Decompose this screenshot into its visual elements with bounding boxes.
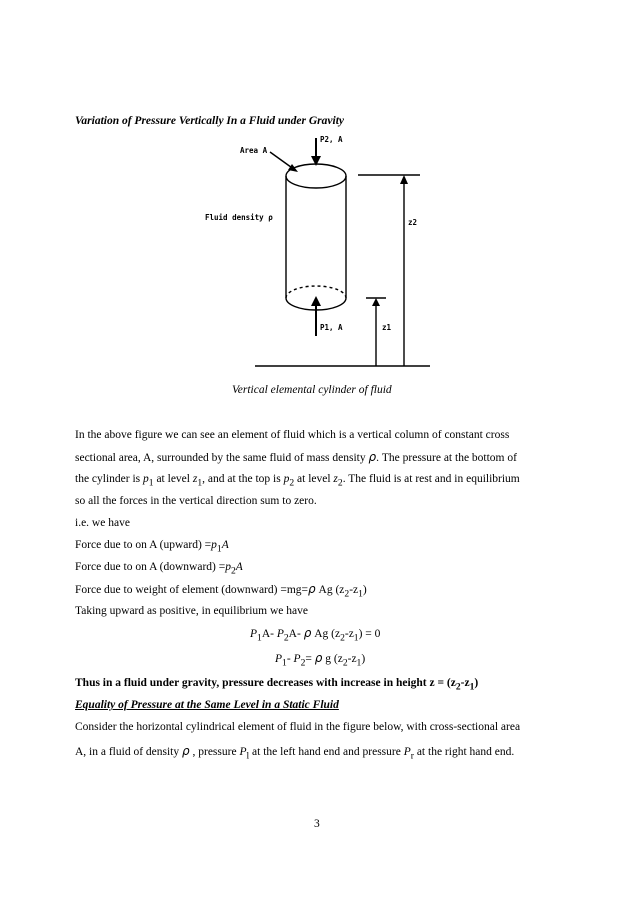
bottom-arrowhead bbox=[311, 296, 321, 306]
force-downward: Force due to on A (downward) $=p_2A$ bbox=[75, 561, 243, 577]
force-upward: Force due to on A (upward) $=p_1A$ bbox=[75, 539, 229, 555]
z2-arrowhead bbox=[400, 175, 408, 184]
para1-line1: In the above figure we can see an element of fluid which is a vertical column of constant cross bbox=[75, 429, 510, 441]
equation-1: $P_1A-$ $P_2A-$ ρ Ag $(z_2-z_1) = 0$ bbox=[250, 626, 381, 644]
fluid-density-label: Fluid density ρ bbox=[205, 213, 273, 222]
area-label: Area A bbox=[240, 146, 268, 155]
force-weight: Force due to weight of element (downward) =mg=ρ Ag $(z_2-z_1)$ bbox=[75, 582, 367, 600]
para1-line2: sectional area, A, surrounded by the same fluid of mass density ρ. The pressure at the bottom of bbox=[75, 450, 517, 464]
subheading-equality: Equality of Pressure at the Same Level in a Static Fluid bbox=[75, 699, 339, 711]
z1-arrowhead bbox=[372, 298, 380, 306]
para1-line4: so all the forces in the vertical direction sum to zero. bbox=[75, 495, 317, 507]
conclusion-line: Thus in a fluid under gravity, pressure decreases with increase in height $z = (z_2-z_1)$ bbox=[75, 677, 479, 693]
taking-upward-line: Taking upward as positive, in equilibrium we have bbox=[75, 605, 308, 617]
para2-line2: A, in a fluid of density ρ , pressure $P_l$ at the left hand end and pressure $P_r$ at the right hand end. bbox=[75, 744, 515, 762]
para2-line1: Consider the horizontal cylindrical element of fluid in the figure below, with cross-sectional area bbox=[75, 721, 521, 733]
page-number: 3 bbox=[314, 818, 320, 830]
z1-label: z1 bbox=[382, 323, 392, 332]
para1-line3: the cylinder is $p_1$ at level $z_1$, and at the top is $p_2$ at level $z_2$. The fluid is at rest and in equilibrium bbox=[75, 473, 520, 489]
bottom-force-label: P1, A bbox=[320, 323, 343, 332]
figure-caption: Vertical elemental cylinder of fluid bbox=[232, 384, 392, 396]
top-force-label: P2, A bbox=[320, 135, 343, 144]
para1-line5: i.e. we have bbox=[75, 517, 130, 529]
section-title: Variation of Pressure Vertically In a Fluid under Gravity bbox=[75, 115, 345, 127]
cylinder-top-ellipse bbox=[286, 164, 346, 188]
z2-label: z2 bbox=[408, 218, 418, 227]
equation-2: $P_1-$ $P_2= \rho$ g $(z_2-z_1)$ bbox=[275, 651, 366, 669]
